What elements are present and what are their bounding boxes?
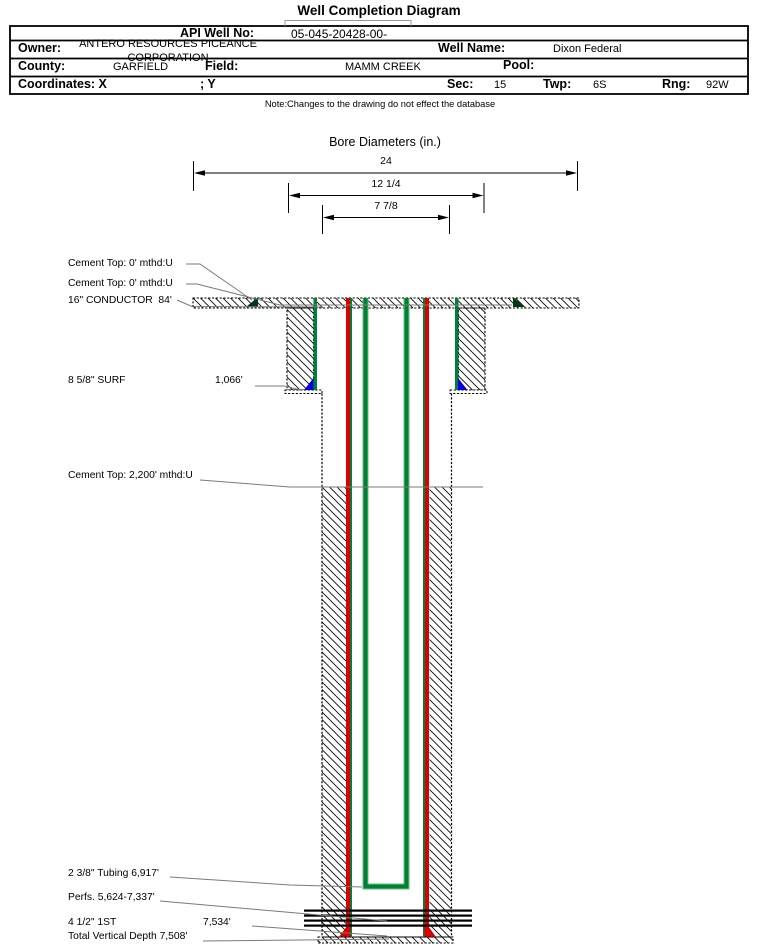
leader-cement-top-0-1 [186,264,252,300]
surface-shoe-marker-left [304,378,314,390]
cement-top-marker-left [246,297,258,307]
leader-tvd [203,939,389,941]
leader-perfs [160,901,387,921]
coordinates-y-label: ; Y [200,77,216,91]
well-schematic [193,297,579,943]
production-casing-left [346,298,350,937]
leader-tubing [170,877,362,887]
county-value: GARFIELD [113,61,169,73]
surface-shoe-ledge-left [285,390,322,394]
leader-cement-top-0-2 [186,284,512,305]
sec-label: Sec: [447,77,474,91]
sec-value: 15 [494,79,507,91]
surface-shoe-marker-right [458,378,468,390]
pool-label: Pool: [503,58,535,72]
production-casing-left-edge [350,298,352,937]
casing-shoe-marker-right [425,921,437,937]
cement-top-2200-label: Cement Top: 2,200' mthd:U [68,470,193,481]
cement-annulus-left [287,308,314,390]
perforation-lines [304,910,472,927]
owner-label: Owner: [18,41,62,55]
conductor-label: 16" CONDUCTOR 84' [68,295,172,306]
rng-label: Rng: [662,77,691,91]
surface-casing-label: 8 5/8" SURF [68,375,126,386]
cement-top-0-label-2: Cement Top: 0' mthd:U [68,278,173,289]
field-value: MAMM CREEK [345,61,421,73]
perfs-label: Perfs. 5,624-7,337' [68,892,155,903]
coordinates-label: Coordinates: X [18,77,107,91]
api-well-no-label: API Well No: [180,26,255,40]
tubing-label: 2 3/8" Tubing 6,917' [68,868,159,879]
casing-shoe-marker-left [339,921,351,937]
production-casing-label: 4 1/2" 1ST [68,917,117,928]
database-note: Note:Changes to the drawing do not effect the database [264,99,496,109]
cement-top-0-label-1: Cement Top: 0' mthd:U [68,258,173,269]
api-well-no-value: 05-045-20428-00- [291,27,388,41]
production-casing-right-edge [423,298,425,937]
conductor-slab [193,298,579,308]
owner-value-line1: ANTERO RESOURCES PICEANCE [79,38,257,50]
leader-production-casing [252,926,387,936]
leader-lines [160,264,512,941]
bore-dim-24-label: 24 [380,155,392,167]
well-name-value: Dixon Federal [553,43,622,55]
cement-annulus-right [459,308,486,390]
rng-value: 92W [706,79,729,91]
bottom-plug-bar [318,937,453,943]
leader-conductor [177,300,323,307]
bore-dim-7-78-label: 7 7/8 [374,200,398,212]
surface-casing-depth: 1,066' [215,375,243,386]
tvd-label: Total Vertical Depth 7,508' [68,931,188,942]
cement-top-marker-right [513,297,525,307]
page-title: Well Completion Diagram [297,3,461,18]
cement-column-left [322,487,346,937]
twp-value: 6S [593,79,607,91]
leader-surface-casing [255,386,300,390]
leader-cement-top-2200 [200,480,483,487]
county-label: County: [18,59,66,73]
tubing-string [363,298,410,890]
production-casing-right [425,298,429,937]
field-label: Field: [205,59,239,73]
surface-shoe-ledge-right [450,390,487,394]
well-name-label: Well Name: [438,41,506,55]
cement-column-right [430,487,452,937]
production-casing-depth: 7,534' [203,917,231,928]
bore-dim-12-14-label: 12 1/4 [371,178,401,190]
surface-casing-right [455,298,459,390]
api-box-artifact [285,21,411,27]
owner-value-line2: CORPORATION [127,52,209,64]
bore-diameters-title: Bore Diameters (in.) [329,135,441,149]
twp-label: Twp: [543,77,572,91]
surface-casing-left [314,298,318,390]
